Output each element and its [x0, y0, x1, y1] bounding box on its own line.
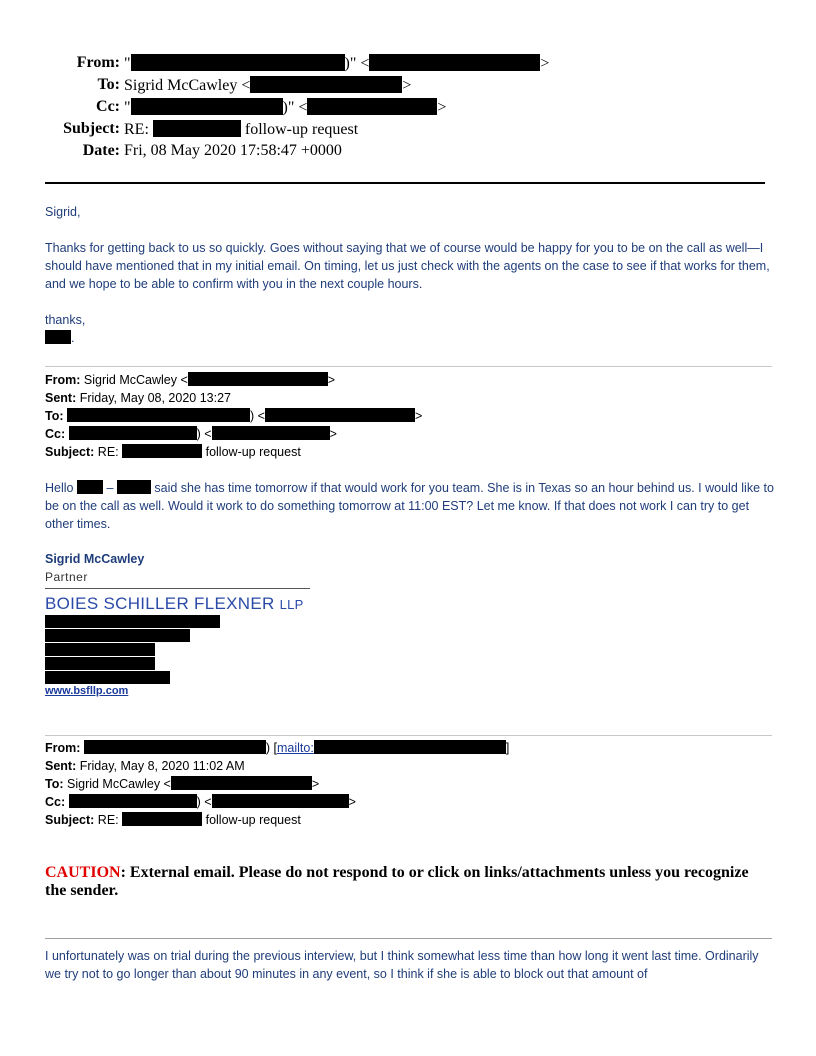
firm-website-link[interactable]: www.bsfllp.com [45, 685, 129, 697]
msg2-body: Hello – said she has time tomorrow if that would work for you team. She is in Texas so an hour behind us. I would like to be on the call as well. Would it work to do something tomorrow at 11:00 EST? Let me know. If that does not work I can try to get other times. [45, 481, 774, 531]
redaction [212, 426, 330, 440]
msg3-cc: Cc: ) < > [45, 795, 356, 809]
message-separator [45, 366, 772, 367]
firm-name: BOIES SCHILLER FLEXNER LLP [45, 594, 304, 613]
redaction [67, 408, 250, 422]
date-label: Date: [82, 142, 120, 159]
from-label: From: [76, 54, 120, 71]
redaction [153, 120, 241, 137]
signature-divider [45, 588, 310, 589]
reply-sender-initials: . [45, 329, 775, 347]
msg2-subject: Subject: RE: follow-up request [45, 445, 301, 459]
redaction [45, 330, 71, 344]
from-value: " )" < > [124, 55, 550, 72]
message-separator [45, 938, 772, 939]
redaction [122, 444, 202, 458]
redaction [212, 794, 349, 808]
msg3-subject: Subject: RE: follow-up request [45, 813, 301, 827]
mailto-link[interactable]: mailto: [277, 741, 314, 755]
redaction [117, 480, 151, 494]
msg2-to: To: ) < > [45, 409, 423, 423]
caution-text: : External email. Please do not respond to or click on links/attachments unless you recognize the sender. [45, 864, 749, 899]
signature-title: Partner [45, 570, 88, 584]
redaction [69, 794, 197, 808]
redaction [307, 98, 437, 115]
tail-body: I unfortunately was on trial during the previous interview, but I think somewhat less time than how long it went last time. Ordinarily we try not to go longer than about 90 minutes in any event, so I think if she is able to block out that amount of [45, 949, 759, 981]
to-label: To: [97, 76, 120, 93]
redaction [84, 740, 266, 754]
redaction [45, 615, 220, 628]
reply-greeting: Sigrid, [45, 205, 81, 219]
date-value: Fri, 08 May 2020 17:58:47 +0000 [124, 142, 342, 159]
msg3-sent: Sent: Friday, May 8, 2020 11:02 AM [45, 759, 245, 773]
redaction [265, 408, 415, 422]
subject-label: Subject: [63, 120, 120, 137]
msg2-cc: Cc: ) < > [45, 427, 337, 441]
caution-word: CAUTION [45, 864, 121, 881]
subject-value: RE: follow-up request [124, 121, 359, 138]
redaction [314, 740, 506, 754]
redaction [250, 76, 402, 93]
reply-signoff: thanks, [45, 313, 86, 327]
to-value: Sigrid McCawley < > [124, 77, 412, 94]
redaction [77, 480, 103, 494]
redaction [45, 671, 170, 684]
redaction [188, 372, 328, 386]
signature-name: Sigrid McCawley [45, 552, 145, 566]
reply-body: Thanks for getting back to us so quickly. Goes without saying that we of course would be happy for you to be on the call as well—I should have mentioned that in my initial email. On timing, let us just check with the agents on the case to see if that works for them, and we hope to be able to confirm with you in the next couple hours. [45, 241, 770, 291]
redaction [122, 812, 202, 826]
caution-banner [45, 864, 765, 900]
message-separator [45, 735, 772, 736]
redaction [171, 776, 312, 790]
msg3-to: To: Sigrid McCawley < > [45, 777, 320, 791]
header-divider [45, 182, 765, 184]
redaction [45, 643, 155, 656]
redaction [45, 629, 190, 642]
msg2-sent: Sent: Friday, May 08, 2020 13:27 [45, 391, 231, 405]
msg2-from: From: Sigrid McCawley < > [45, 373, 336, 387]
msg3-from: From: ) [mailto: ] [45, 741, 510, 755]
redaction [131, 98, 283, 115]
redaction [45, 657, 155, 670]
redaction [69, 426, 197, 440]
redaction [131, 54, 345, 71]
cc-value: " )" < > [124, 99, 447, 116]
redaction [369, 54, 540, 71]
cc-label: Cc: [96, 98, 120, 115]
